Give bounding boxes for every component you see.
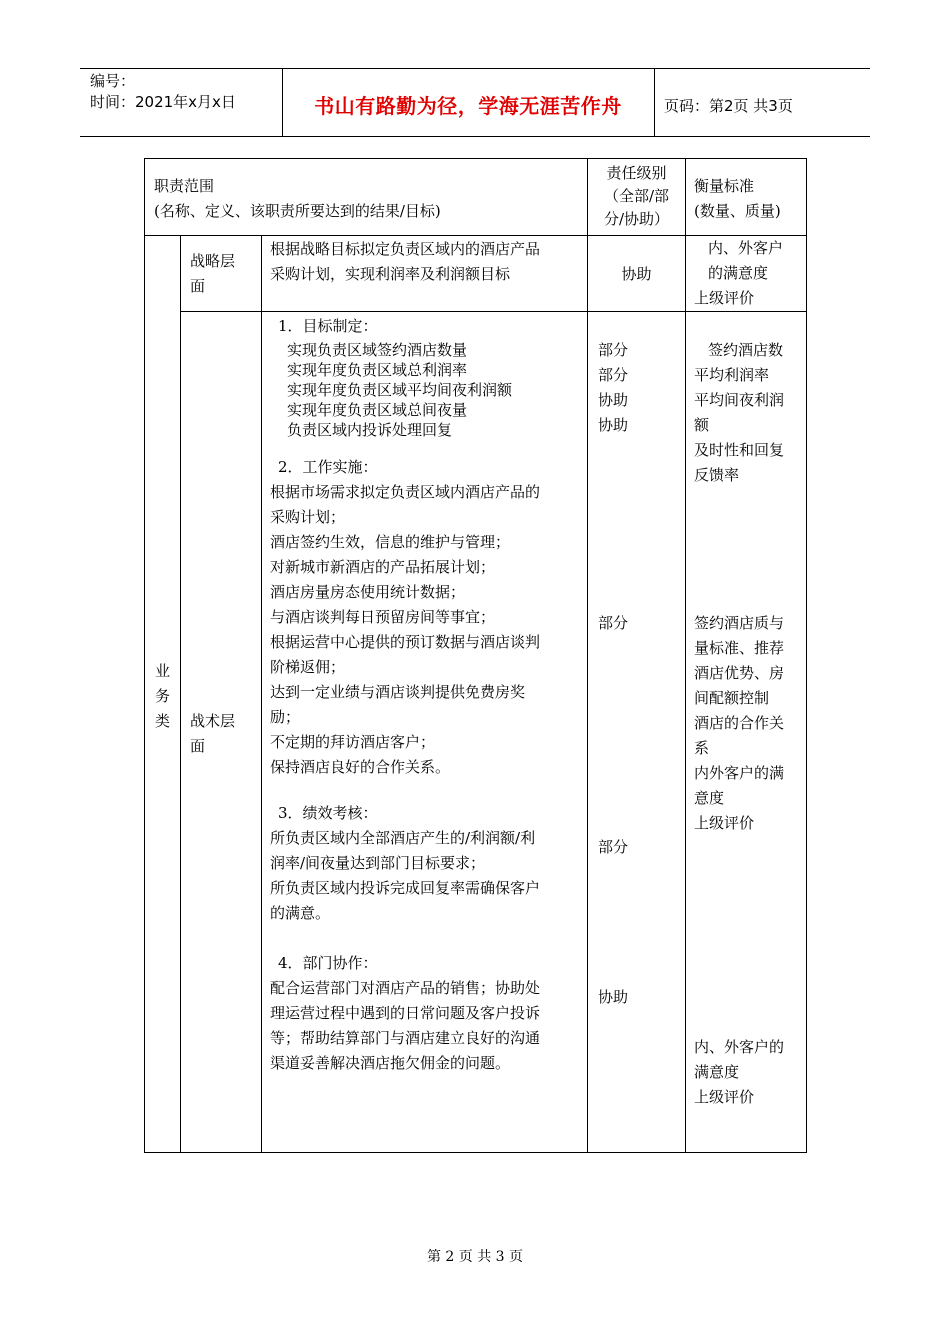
tactics-label-line: 战术层 xyxy=(190,712,236,730)
scope-header xyxy=(154,174,441,224)
goal-item: 实现负责区域签约酒店数量 xyxy=(287,341,468,359)
measure-line: 系 xyxy=(694,739,710,757)
header-bottom-rule xyxy=(80,136,870,137)
work-line: 达到一定业绩与酒店谈判提供免费房奖 xyxy=(270,683,526,701)
strategy-label-line: 战略层 xyxy=(190,252,236,270)
level-value: 协助 xyxy=(598,416,629,434)
measure-line: 上级评价 xyxy=(694,814,755,832)
level-header-line: （全部/部 xyxy=(603,187,670,205)
collaboration-line: 等；帮助结算部门与酒店建立良好的沟通 xyxy=(270,1029,541,1047)
strategy-measure xyxy=(694,236,783,311)
measure-line: 意度 xyxy=(694,789,725,807)
strategy-desc-line: 根据战略目标拟定负责区域内的酒店产品 xyxy=(270,240,541,258)
strategy-description xyxy=(270,237,540,287)
strategy-label-line: 面 xyxy=(190,277,206,295)
document-date-label: 时间：2021年x月x日 xyxy=(90,93,236,111)
performance-line: 所负责区域内投诉完成回复率需确保客户 xyxy=(270,879,541,897)
department-collaboration-measures xyxy=(694,1035,784,1110)
measure-line: 内外客户的满 xyxy=(694,764,785,782)
measure-line: 上级评价 xyxy=(694,1088,755,1106)
row-line-strategy xyxy=(180,311,806,312)
level-header-line: 分/协助） xyxy=(603,210,670,228)
strategy-measure-line: 的满意度 xyxy=(708,264,769,282)
level-value: 部分 xyxy=(598,341,629,359)
tactics-label-line: 面 xyxy=(190,737,206,755)
section-title: 2．工作实施： xyxy=(278,458,378,476)
work-line: 励； xyxy=(270,708,301,726)
performance-review-section xyxy=(270,801,540,926)
measure-line: 签约酒店数 xyxy=(708,341,784,359)
department-collaboration-level: 协助 xyxy=(598,988,629,1006)
header-divider-right xyxy=(654,68,655,136)
goal-item: 实现年度负责区域平均间夜利润额 xyxy=(287,381,513,399)
col-line-level xyxy=(587,159,588,1152)
measure-header-line: (数量、质量) xyxy=(694,202,781,220)
work-line: 对新城市新酒店的产品拓展计划； xyxy=(270,558,496,576)
page-footer: 第 2 页 共 3 页 xyxy=(426,1249,524,1265)
work-line: 根据市场需求拟定负责区域内酒店产品的 xyxy=(270,483,541,501)
header-top-rule xyxy=(80,68,870,69)
section-title: 4．部门协作： xyxy=(278,954,378,972)
work-line: 阶梯返佣； xyxy=(270,658,346,676)
document-number-label: 编号： xyxy=(90,72,136,90)
col-line-label xyxy=(261,235,262,1152)
measure-line: 满意度 xyxy=(694,1063,740,1081)
measure-line: 平均间夜利润 xyxy=(694,391,785,409)
work-line: 保持酒店良好的合作关系。 xyxy=(270,758,451,776)
work-line: 根据运营中心提供的预订数据与酒店谈判 xyxy=(270,633,541,651)
goal-setting-section xyxy=(270,314,512,440)
goal-setting-measures xyxy=(694,338,784,488)
work-implementation-section xyxy=(270,455,540,780)
measure-header-line: 衡量标准 xyxy=(694,177,755,195)
section-title: 1．目标制定： xyxy=(278,317,378,335)
measure-line: 及时性和回复 xyxy=(694,441,785,459)
work-line: 与酒店谈判每日预留房间等事宜； xyxy=(270,608,496,626)
work-line: 采购计划； xyxy=(270,508,346,526)
collaboration-line: 理运营过程中遇到的日常问题及客户投诉 xyxy=(270,1004,541,1022)
measure-line: 反馈率 xyxy=(694,466,740,484)
collaboration-line: 渠道妥善解决酒店拖欠佣金的问题。 xyxy=(270,1054,511,1072)
strategy-measure-line: 上级评价 xyxy=(694,289,755,307)
work-line: 酒店签约生效，信息的维护与管理； xyxy=(270,533,511,551)
category-char: 务 xyxy=(154,687,170,705)
category-char: 业 xyxy=(154,662,170,680)
collaboration-line: 配合运营部门对酒店产品的销售；协助处 xyxy=(270,979,541,997)
level-value: 协助 xyxy=(598,391,629,409)
strategy-level: 协助 xyxy=(621,265,652,283)
goal-item: 实现年度负责区域总利润率 xyxy=(287,361,468,379)
col-line-measure xyxy=(685,159,686,1152)
goal-item: 负责区域内投诉处理回复 xyxy=(287,421,453,439)
category-label xyxy=(145,659,180,734)
goal-setting-levels xyxy=(598,338,628,438)
col-line-category xyxy=(180,235,181,1152)
measure-line: 量标准、推荐 xyxy=(694,639,785,657)
performance-review-level: 部分 xyxy=(598,838,629,856)
work-line: 酒店房量房态使用统计数据； xyxy=(270,583,466,601)
work-line: 不定期的拜访酒店客户； xyxy=(270,733,436,751)
level-header xyxy=(588,162,685,231)
tactics-label xyxy=(190,709,235,759)
measure-line: 额 xyxy=(694,416,710,434)
strategy-desc-line: 采购计划，实现利润率及利润额目标 xyxy=(270,265,511,283)
strategy-label xyxy=(190,249,235,299)
measure-header xyxy=(694,174,781,224)
level-value: 部分 xyxy=(598,366,629,384)
work-implementation-level: 部分 xyxy=(598,614,629,632)
performance-line: 的满意。 xyxy=(270,904,331,922)
strategy-measure-line: 内、外客户 xyxy=(708,239,784,257)
level-header-line: 责任级别 xyxy=(606,164,667,182)
scope-header-desc: (名称、定义、该职责所要达到的结果/目标) xyxy=(154,202,441,220)
measure-line: 间配额控制 xyxy=(694,689,770,707)
scope-header-title: 职责范围 xyxy=(154,177,215,195)
measure-line: 签约酒店质与 xyxy=(694,614,785,632)
measure-line: 酒店优势、房 xyxy=(694,664,785,682)
responsibility-table xyxy=(144,158,807,1153)
measure-line: 内、外客户的 xyxy=(694,1038,785,1056)
section-title: 3．绩效考核： xyxy=(278,804,378,822)
measure-line: 平均利润率 xyxy=(694,366,770,384)
performance-line: 润率/间夜量达到部门目标要求； xyxy=(270,854,486,872)
department-collaboration-section xyxy=(270,951,540,1076)
measure-line: 酒店的合作关 xyxy=(694,714,785,732)
work-implementation-measures xyxy=(694,611,784,836)
goal-item: 实现年度负责区域总间夜量 xyxy=(287,401,468,419)
page-info: 页码：第2页 共3页 xyxy=(664,97,793,115)
performance-line: 所负责区域内全部酒店产生的/利润额/利 xyxy=(270,829,536,847)
category-char: 类 xyxy=(154,712,170,730)
header-motto: 书山有路勤为径，学海无涯苦作舟 xyxy=(314,94,622,118)
